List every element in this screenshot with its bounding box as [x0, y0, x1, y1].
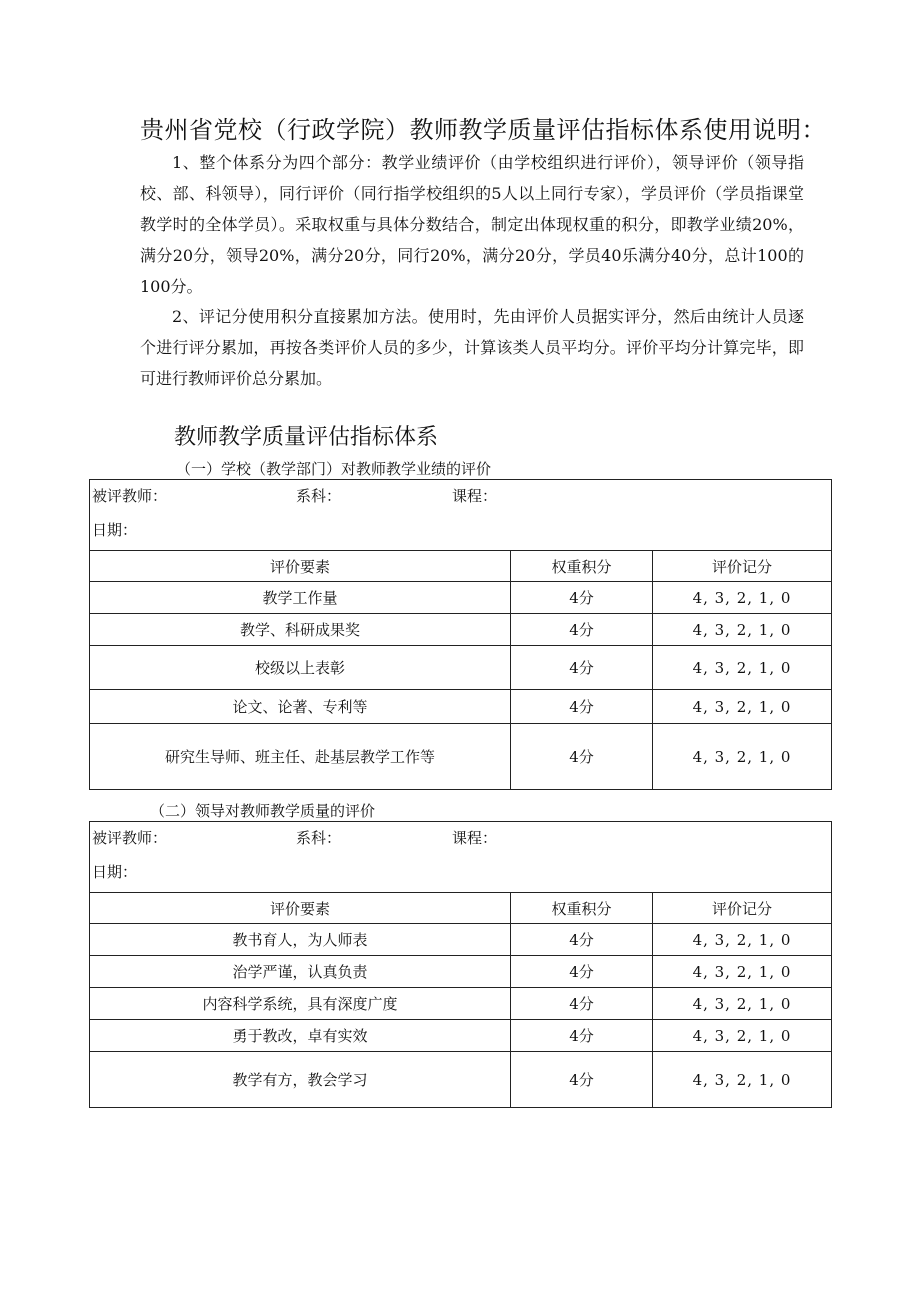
weight-cell: 4分	[511, 988, 653, 1020]
column-header-weight: 权重积分	[511, 551, 653, 582]
criterion-cell: 教学有方，教会学习	[90, 1052, 511, 1108]
weight-cell: 4分	[511, 646, 653, 690]
score-options-cell: 4, 3, 2, 1, 0	[653, 646, 832, 690]
column-header-score: 评价记分	[653, 893, 832, 924]
weight-cell: 4分	[511, 690, 653, 724]
weight-cell: 4分	[511, 924, 653, 956]
score-options-cell: 4, 3, 2, 1, 0	[653, 956, 832, 988]
table-row	[90, 956, 832, 988]
table-row	[90, 690, 832, 724]
evaluation-table-leadership	[89, 821, 832, 1108]
table-row	[90, 1020, 832, 1052]
department-label: 系科：	[296, 829, 342, 847]
criterion-cell: 勇于教改，卓有实效	[90, 1020, 511, 1052]
teacher-label: 被评教师：	[92, 487, 168, 505]
date-label: 日期：	[92, 521, 138, 539]
criterion-cell: 教学、科研成果奖	[90, 614, 511, 646]
score-options-cell: 4, 3, 2, 1, 0	[653, 582, 832, 614]
table-row	[90, 988, 832, 1020]
table-header-row	[90, 551, 832, 582]
weight-cell: 4分	[511, 614, 653, 646]
score-options-cell: 4, 3, 2, 1, 0	[653, 988, 832, 1020]
score-options-cell: 4, 3, 2, 1, 0	[653, 614, 832, 646]
score-options-cell: 4, 3, 2, 1, 0	[653, 1020, 832, 1052]
score-options-cell: 4, 3, 2, 1, 0	[653, 1052, 832, 1108]
column-header-weight: 权重积分	[511, 893, 653, 924]
course-label: 课程：	[452, 487, 498, 505]
weight-cell: 4分	[511, 956, 653, 988]
table-row	[90, 924, 832, 956]
criterion-cell: 校级以上表彰	[90, 646, 511, 690]
section-title-leadership: （二）领导对教师教学质量的评价	[150, 802, 376, 820]
date-label: 日期：	[92, 863, 138, 881]
criterion-cell: 治学严谨，认真负责	[90, 956, 511, 988]
criterion-cell: 内容科学系统，具有深度广度	[90, 988, 511, 1020]
course-label: 课程：	[452, 829, 498, 847]
evaluation-table-school	[89, 479, 832, 790]
instruction-paragraph-1: 1、整个体系分为四个部分：教学业绩评价（由学校组织进行评价），领导评价（领导指校、部、科领导），同行评价（同行指学校组织的5人以上同行专家），学员评价（学员指课堂教学时的全体学员）。采取权重与具体分数结合，制定出体现权重的积分，即教学业绩20%，满分20分，领导20%，满分20分，同行20%，满分20分，学员40乐满分40分，总计100的100分。	[140, 153, 804, 296]
score-options-cell: 4, 3, 2, 1, 0	[653, 690, 832, 724]
system-title: 教师教学质量评估指标体系	[174, 425, 439, 450]
document-title: 贵州省党校（行政学院）教师教学质量评估指标体系使用说明：	[140, 116, 826, 144]
weight-cell: 4分	[511, 724, 653, 790]
section-title-school: （一）学校（教学部门）对教师教学业绩的评价	[176, 460, 492, 478]
table-row	[90, 1052, 832, 1108]
criterion-cell: 研究生导师、班主任、赴基层教学工作等	[90, 724, 511, 790]
weight-cell: 4分	[511, 1052, 653, 1108]
weight-cell: 4分	[511, 1020, 653, 1052]
column-header-element: 评价要素	[90, 893, 511, 924]
column-header-score: 评价记分	[653, 551, 832, 582]
column-header-element: 评价要素	[90, 551, 511, 582]
score-options-cell: 4, 3, 2, 1, 0	[653, 924, 832, 956]
table-row	[90, 724, 832, 790]
department-label: 系科：	[296, 487, 342, 505]
teacher-label: 被评教师：	[92, 829, 168, 847]
score-options-cell: 4, 3, 2, 1, 0	[653, 724, 832, 790]
criterion-cell: 论文、论著、专利等	[90, 690, 511, 724]
criterion-cell: 教学工作量	[90, 582, 511, 614]
table-info-cell	[90, 480, 832, 551]
table-row	[90, 614, 832, 646]
table-row	[90, 582, 832, 614]
table-header-row	[90, 893, 832, 924]
table-row	[90, 646, 832, 690]
table-info-cell	[90, 822, 832, 893]
weight-cell: 4分	[511, 582, 653, 614]
instruction-paragraph-2: 2、评记分使用积分直接累加方法。使用时，先由评价人员据实评分，然后由统计人员逐个进行评分累加，再按各类评价人员的多少，计算该类人员平均分。评价平均分计算完毕，即可进行教师评价总分累加。	[140, 307, 804, 388]
criterion-cell: 教书育人，为人师表	[90, 924, 511, 956]
